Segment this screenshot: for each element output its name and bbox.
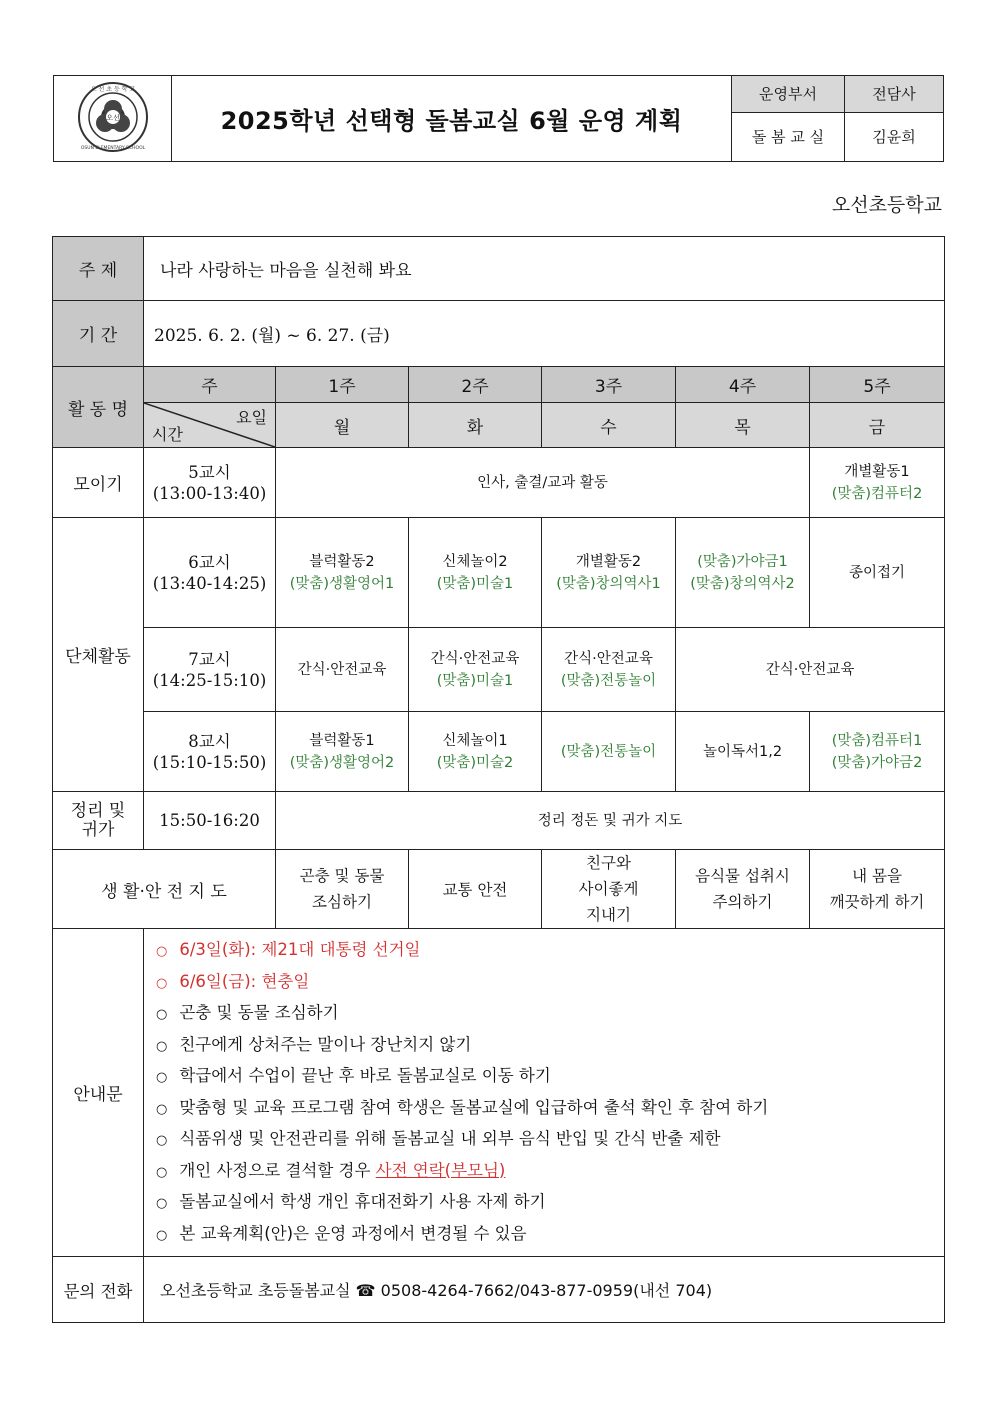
period-8-row bbox=[53, 712, 945, 792]
day-mon: 월 bbox=[276, 403, 409, 448]
cleanup-value: 정리 정돈 및 귀가 지도 bbox=[276, 792, 945, 850]
day-thu: 목 bbox=[676, 403, 810, 448]
p8-fri-line1: (맞춤)컴퓨터1 bbox=[831, 732, 923, 749]
notice-item: ○ 맞춤형 및 교육 프로그램 참여 학생은 돌봄교실에 입급하여 출석 확인 후 참여 하기 bbox=[156, 1093, 944, 1125]
p8-mon bbox=[276, 712, 409, 792]
safety-w4-line2: 주의하기 bbox=[712, 893, 773, 911]
p7-wed-line2: (맞춤)전통놀이 bbox=[560, 672, 657, 689]
group-activity-label: 단체활동 bbox=[53, 518, 144, 792]
approval-dept-label: 운영부서 bbox=[732, 76, 845, 113]
cleanup-label bbox=[53, 792, 144, 850]
safety-w5-line1: 내 몸을 bbox=[852, 867, 902, 885]
p6-thu-line1: (맞춤)가야금1 bbox=[697, 553, 788, 570]
p8-wed: (맞춤)전통놀이 bbox=[542, 712, 676, 792]
notice-content bbox=[144, 929, 945, 1257]
gathering-fri-line1: 개별활동1 bbox=[844, 463, 910, 480]
document-title: 2025학년 선택형 돌봄교실 6월 운영 계획 bbox=[172, 76, 732, 162]
notice-item: ○ 학급에서 수업이 끝난 후 바로 돌봄교실로 이동 하기 bbox=[156, 1061, 944, 1093]
theme-row bbox=[53, 237, 945, 301]
p6-thu bbox=[676, 518, 810, 628]
notice-label: 안내문 bbox=[53, 929, 144, 1257]
safety-w1-line2: 조심하기 bbox=[312, 893, 372, 911]
p6-wed bbox=[542, 518, 676, 628]
day-wed: 수 bbox=[542, 403, 676, 448]
approval-manager-value: 김윤희 bbox=[845, 113, 944, 162]
week-4: 4주 bbox=[676, 367, 810, 403]
period-8-name: 8교시 bbox=[188, 731, 231, 751]
period-value: 2025. 6. 2. (월) ~ 6. 27. (금) bbox=[144, 301, 945, 367]
logo-cell bbox=[54, 76, 172, 162]
approval-manager-label: 전담사 bbox=[845, 76, 944, 113]
week-2: 2주 bbox=[409, 367, 542, 403]
week-5: 5주 bbox=[810, 367, 945, 403]
p8-tue-line2: (맞춤)미술2 bbox=[436, 754, 514, 771]
day-header-row bbox=[53, 403, 945, 448]
period-6-cell bbox=[144, 518, 276, 628]
p6-thu-line2: (맞춤)창의역사2 bbox=[690, 575, 795, 592]
svg-text:오 선 초 등 학 교: 오 선 초 등 학 교 bbox=[90, 85, 135, 93]
day-fri: 금 bbox=[810, 403, 945, 448]
p6-mon bbox=[276, 518, 409, 628]
plan-table bbox=[52, 236, 945, 1323]
p8-mon-line2: (맞춤)생활영어2 bbox=[289, 754, 395, 771]
diag-day-label: 요일 bbox=[236, 408, 267, 427]
safety-w2: 교통 안전 bbox=[409, 850, 542, 929]
period-6-time: (13:40-14:25) bbox=[152, 573, 267, 593]
p8-mon-line1: 블럭활동1 bbox=[309, 732, 375, 749]
p7-tue-line2: (맞춤)미술1 bbox=[436, 672, 514, 689]
approval-dept-value: 돌 봄 교 실 bbox=[732, 113, 845, 162]
notice-item: ○ 식품위생 및 안전관리를 위해 돌봄교실 내 외부 음식 반입 및 간식 반출 제한 bbox=[156, 1124, 944, 1156]
period-8-cell bbox=[144, 712, 276, 792]
safety-w4-line1: 음식물 섭취시 bbox=[695, 867, 790, 885]
period-6-row bbox=[53, 518, 945, 628]
cleanup-row bbox=[53, 792, 945, 850]
p6-fri: 종이접기 bbox=[810, 518, 945, 628]
period-5-name: 5교시 bbox=[188, 462, 231, 482]
p6-tue bbox=[409, 518, 542, 628]
diag-time-label: 시간 bbox=[152, 425, 183, 444]
contact-label: 문의 전화 bbox=[53, 1257, 144, 1323]
p8-tue-line1: 신체놀이1 bbox=[442, 732, 508, 749]
safety-w5 bbox=[810, 850, 945, 929]
cleanup-label-line1: 정리 및 bbox=[70, 800, 126, 821]
gathering-row bbox=[53, 448, 945, 518]
period-7-time: (14:25-15:10) bbox=[152, 670, 267, 690]
gathering-fri bbox=[810, 448, 945, 518]
period-7-name: 7교시 bbox=[188, 649, 231, 669]
p6-mon-line2: (맞춤)생활영어1 bbox=[289, 575, 395, 592]
week-3: 3주 bbox=[542, 367, 676, 403]
p6-mon-line1: 블럭활동2 bbox=[309, 553, 375, 570]
safety-w3-line1: 친구와 bbox=[586, 854, 631, 872]
notice-row bbox=[53, 929, 945, 1257]
safety-w1-line1: 곤충 및 동물 bbox=[299, 867, 385, 885]
safety-w4 bbox=[676, 850, 810, 929]
contact-value: 오선초등학교 초등돌봄교실 ☎ 0508-4264-7662/043-877-0959(내선 704) bbox=[144, 1257, 945, 1323]
notice-item: ○ 곤충 및 동물 조심하기 bbox=[156, 998, 944, 1030]
p7-tue-line1: 간식·안전교육 bbox=[430, 650, 520, 667]
safety-w3 bbox=[542, 850, 676, 929]
absence-highlight: 사전 연락(부모님) bbox=[375, 1160, 506, 1180]
notice-item-absence bbox=[156, 1156, 944, 1188]
period-8-time: (15:10-15:50) bbox=[152, 752, 267, 772]
p6-wed-line1: 개별활동2 bbox=[575, 553, 642, 570]
svg-text:오선: 오선 bbox=[105, 113, 120, 122]
safety-label: 생 활·안 전 지 도 bbox=[53, 850, 276, 929]
week-header-row bbox=[53, 367, 945, 403]
diagonal-header-cell bbox=[144, 403, 276, 448]
theme-label: 주 제 bbox=[53, 237, 144, 301]
notice-item: ○ 친구에게 상처주는 말이나 장난치지 않기 bbox=[156, 1030, 944, 1062]
week-1: 1주 bbox=[276, 367, 409, 403]
gathering-main: 인사, 출결/교과 활동 bbox=[276, 448, 810, 518]
day-tue: 화 bbox=[409, 403, 542, 448]
p8-thu: 놀이독서1,2 bbox=[676, 712, 810, 792]
cleanup-label-line2: 귀가 bbox=[81, 819, 115, 840]
safety-w5-line2: 깨끗하게 하기 bbox=[829, 893, 925, 911]
svg-text:OSUN ELEMENTARY SCHOOL: OSUN ELEMENTARY SCHOOL bbox=[80, 145, 145, 151]
gathering-label: 모이기 bbox=[53, 448, 144, 518]
period-5-cell bbox=[144, 448, 276, 518]
theme-value: 나라 사랑하는 마음을 실천해 봐요 bbox=[144, 237, 945, 301]
p6-tue-line1: 신체놀이2 bbox=[442, 553, 508, 570]
contact-row bbox=[53, 1257, 945, 1323]
week-header: 주 bbox=[144, 367, 276, 403]
activity-section-label: 활 동 명 bbox=[53, 367, 144, 448]
notice-item: ○ 6/6일(금): 현충일 bbox=[156, 967, 944, 999]
p7-mon: 간식·안전교육 bbox=[276, 628, 409, 712]
p7-thu-fri: 간식·안전교육 bbox=[676, 628, 945, 712]
absence-prefix: 개인 사정으로 결석할 경우 bbox=[179, 1160, 376, 1180]
p8-fri bbox=[810, 712, 945, 792]
safety-w3-line3: 지내기 bbox=[586, 906, 631, 924]
period-5-time: (13:00-13:40) bbox=[152, 483, 267, 503]
p7-wed-line1: 간식·안전교육 bbox=[564, 650, 653, 667]
notice-item: ○ 돌봄교실에서 학생 개인 휴대전화기 사용 자제 하기 bbox=[156, 1187, 944, 1219]
p7-wed bbox=[542, 628, 676, 712]
header-table bbox=[53, 75, 944, 162]
safety-w1 bbox=[276, 850, 409, 929]
safety-row bbox=[53, 850, 945, 929]
period-7-row bbox=[53, 628, 945, 712]
notice-list bbox=[144, 935, 944, 1250]
p6-tue-line2: (맞춤)미술1 bbox=[436, 575, 514, 592]
school-logo bbox=[77, 81, 149, 153]
p8-tue bbox=[409, 712, 542, 792]
p8-fri-line2: (맞춤)가야금2 bbox=[831, 754, 923, 771]
gathering-fri-line2: (맞춤)컴퓨터2 bbox=[831, 485, 923, 502]
school-name: 오선초등학교 bbox=[831, 194, 942, 216]
p6-wed-line2: (맞춤)창의역사1 bbox=[556, 575, 661, 592]
period-7-cell bbox=[144, 628, 276, 712]
period-6-name: 6교시 bbox=[188, 552, 231, 572]
safety-w3-line2: 사이좋게 bbox=[578, 880, 639, 898]
notice-item: ○ 본 교육계획(안)은 운영 과정에서 변경될 수 있음 bbox=[156, 1219, 944, 1251]
period-row bbox=[53, 301, 945, 367]
period-label: 기 간 bbox=[53, 301, 144, 367]
notice-item: ○ 6/3일(화): 제21대 대통령 선거일 bbox=[156, 935, 944, 967]
p7-tue bbox=[409, 628, 542, 712]
cleanup-time: 15:50-16:20 bbox=[144, 792, 276, 850]
